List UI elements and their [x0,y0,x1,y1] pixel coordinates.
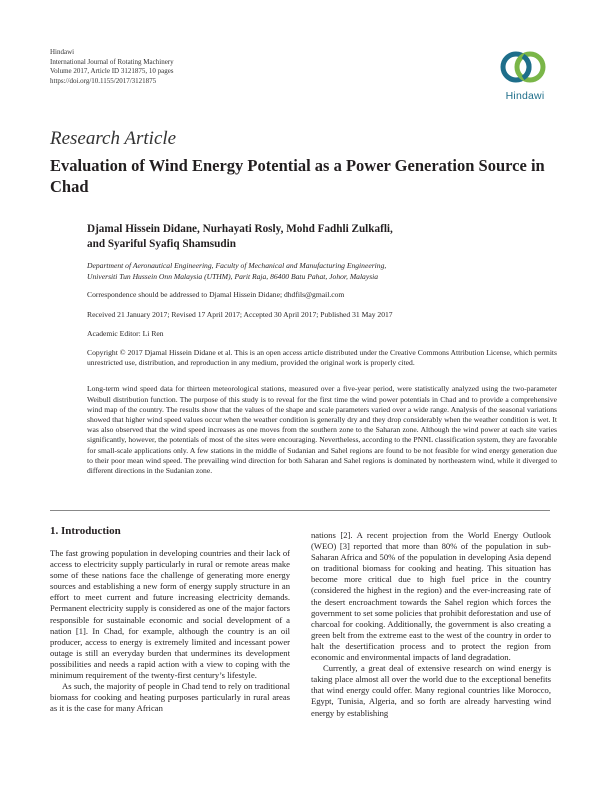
doi-link[interactable]: https://doi.org/10.1155/2017/3121875 [50,76,157,85]
affiliation-line-1: Department of Aeronautical Engineering, Faculty of Mechanical and Manufacturing Engineering, [87,261,387,270]
section-divider [50,510,550,511]
section-heading: 1. Introduction [50,525,121,537]
author-list [87,222,557,252]
volume-line: Volume 2017, Article ID 3121875, 10 pages [50,67,174,75]
abstract: Long-term wind speed data for thirteen meteorological stations, measured over a five-year period, were statistically analyzed using the two-parameter Weibull distribution function. The purpose of this study is to reveal for the first time the wind power potentials in Chad and to provide a comprehensive wind map of the country. The results show that the values of the shape and scale parameters varied over a wide range. Analysis of the seasonal variations showed that higher wind speed values occur when the weather condition is generally dry and they drop considerably when the weather condition is wet. It was also observed that the wind speed increases as one moves from the southern zone to the Saharan zone. Although the wind power at each site varies significantly, however, the potentials of most of the sites were encouraging. Nevertheless, according to the PNNL classification system, they are favorable for small-scale applications only. A few stations in the middle of Sudanian and Sahel regions are found to be not feasible for wind energy generation due to their poor mean wind speed. The prevailing wind direction for both Saharan and Sahel regions is dominated by northeastern wind, while it diverged to different directions in the Sudanian zone. [87,384,557,476]
front-matter [87,222,557,476]
body-column-left [50,525,290,714]
paragraph: nations [2]. A recent projection from the World Energy Outlook (WEO) [3] reported that more than 80% of the population in sub-Saharan Africa and 50% of the population in developing Asia depend on traditional biomass for cooking and heating. This situation has become more critical due to high fuel price in the country (considered the highest in the region) and the ever-increasing rate of the desert encroachment towards the Sahel region which forces the government to set some policies that prohibit deforestation and use of charcoal for cooking. Additionally, the government is also creating a green belt from the extreme east to the west of the country in order to halt the desertification process and to protect the region from economic and environmental impacts of land degradation. [311,530,551,663]
journal-name: International Journal of Rotating Machinery [50,57,174,66]
affiliation-line-2: Universiti Tun Hussein Onn Malaysia (UTHM), Parit Raja, 86400 Batu Pahat, Johor, Malaysia [87,271,379,281]
academic-editor: Academic Editor: Li Ren [87,329,164,338]
paragraph: The fast growing population in developing countries and their lack of access to electricity supply particularly in rural or remote areas make some of these nations face the challenge of generating more energy sources and establishing a new form of energy supply structure in an effort to meet current and future increasing electricity demands. Permanent electricity supply is considered as one of the major factors responsible for sustainable economic and social development of a nation [1]. In Chad, for example, although the country is an oil producer, access to energy is extremely limited and incessant power outage is still an everyday burden that undermines its development possibilities and needs a rapid action with a view to coping with the minimum requirement of the twenty-first century’s lifestyle. [50,548,290,681]
authors-line-1: Djamal Hissein Didane, Nurhayati Rosly, Mohd Fadhli Zulkafli, [87,223,393,235]
journal-meta [50,48,174,86]
article-dates: Received 21 January 2017; Revised 17 April 2017; Accepted 30 April 2017; Published 31 May 2017 [87,310,393,319]
body-column-right [311,530,551,719]
authors-line-2: and Syariful Syafiq Shamsudin [87,238,236,250]
publisher-name: Hindawi [50,48,75,56]
article-type: Research Article [50,128,177,149]
correspondence: Correspondence should be addressed to Djamal Hissein Didane; dhdfils@gmail.com [87,290,345,299]
article-title: Evaluation of Wind Energy Potential as a Power Generation Source in Chad [50,156,545,196]
paragraph: As such, the majority of people in Chad tend to rely on traditional biomass for cooking and heating purposes particularly in rural areas as it is the case for many African [50,681,290,714]
hindawi-logo-text: Hindawi [505,90,545,102]
paragraph: Currently, a great deal of extensive research on wind energy is taking place almost all over the world due to the exceptional benefits that wind energy could offer. Many regional countries like Morocco, Egypt, Tunisia, Algeria, and so forth are already harvesting wind energy by establishing [311,663,551,718]
affiliation [87,261,557,282]
copyright-notice: Copyright © 2017 Djamal Hissein Didane et al. This is an open access article distributed under the Creative Commons Attribution License, which permits unrestricted use, distribution, and reproduction in any medium, provided the original work is properly cited. [87,348,557,368]
